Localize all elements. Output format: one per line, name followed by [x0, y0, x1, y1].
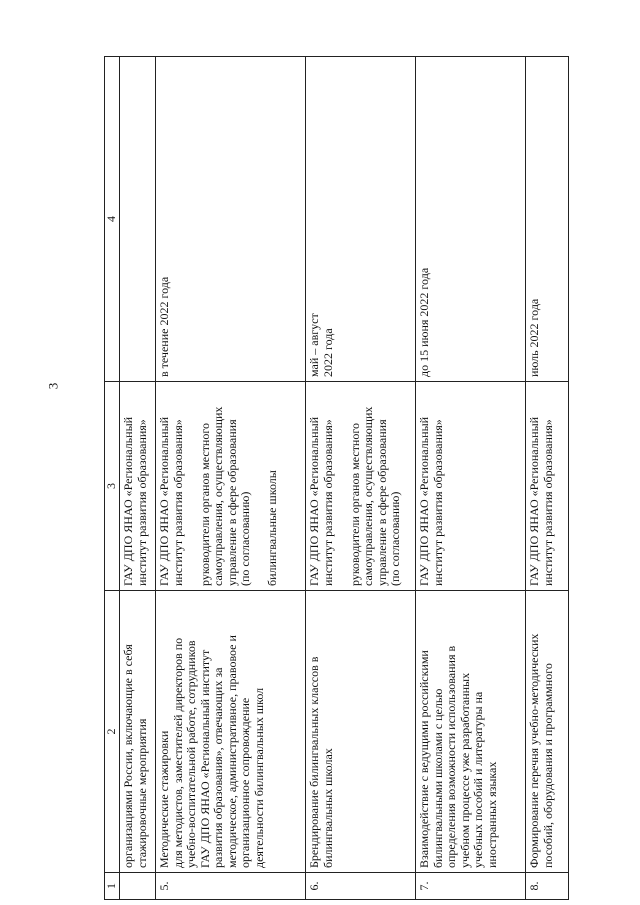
plan-table — [104, 56, 569, 900]
row-deadline: до 15 июня 2022 года — [416, 57, 526, 382]
row-deadline: в течение 2022 года — [156, 57, 306, 382]
table-row — [526, 57, 569, 900]
row-number — [120, 873, 156, 900]
header-col-2: 2 — [105, 591, 120, 873]
header-col-1: 1 — [105, 873, 120, 900]
table-row — [306, 57, 416, 900]
row-responsible: ГАУ ДПО ЯНАО «Региональный институт развития образования» руководители органов местного самоуправления, осуществляющих управление в сфере образования (по согласованию) билингвальные школы — [156, 382, 306, 591]
row-activity: Формирование перечня учебно-методических пособий, оборудования и программного — [526, 591, 569, 873]
row-number: 7. — [416, 873, 526, 900]
row-responsible: ГАУ ДПО ЯНАО «Региональный институт развития образования» руководители органов местного самоуправления, осуществляющих управление в сфере образования (по согласованию) — [306, 382, 416, 591]
table-row — [120, 57, 156, 900]
header-col-3: 3 — [105, 382, 120, 591]
row-activity: организациями России, включающие в себя стажировочные мероприятия — [120, 591, 156, 873]
row-responsible: ГАУ ДПО ЯНАО «Региональный институт развития образования» — [416, 382, 526, 591]
table-row — [156, 57, 306, 900]
header-col-4: 4 — [105, 57, 120, 382]
row-deadline — [120, 57, 156, 382]
row-number: 8. — [526, 873, 569, 900]
row-responsible: ГАУ ДПО ЯНАО «Региональный институт развития образования» — [526, 382, 569, 591]
page-number: 3 — [45, 382, 61, 390]
row-responsible: ГАУ ДПО ЯНАО «Региональный институт развития образования» — [120, 382, 156, 591]
row-activity: Методические стажировки для методистов, заместителей директоров по учебно-воспитательной работе, сотрудников ГАУ ДПО ЯНАО «Региональный институт развития образования», отвечающих за методическое, административное, правовое и организационное сопровождение деятельности билингвальных школ — [156, 591, 306, 873]
table-frame — [104, 56, 569, 900]
row-activity: Взаимодействие с ведущими российскими билингвальными школами с целью определения возможности использования в учебном процессе уже разработанных учебных пособий и литературы на иностранных языках — [416, 591, 526, 873]
row-number: 6. — [306, 873, 416, 900]
row-deadline: июль 2022 года — [526, 57, 569, 382]
table-header-row — [105, 57, 120, 900]
row-number: 5. — [156, 873, 306, 900]
row-activity: Брендирование билингвальных классов в билингвальных школах — [306, 591, 416, 873]
table-row — [416, 57, 526, 900]
row-deadline: май – август 2022 года — [306, 57, 416, 382]
